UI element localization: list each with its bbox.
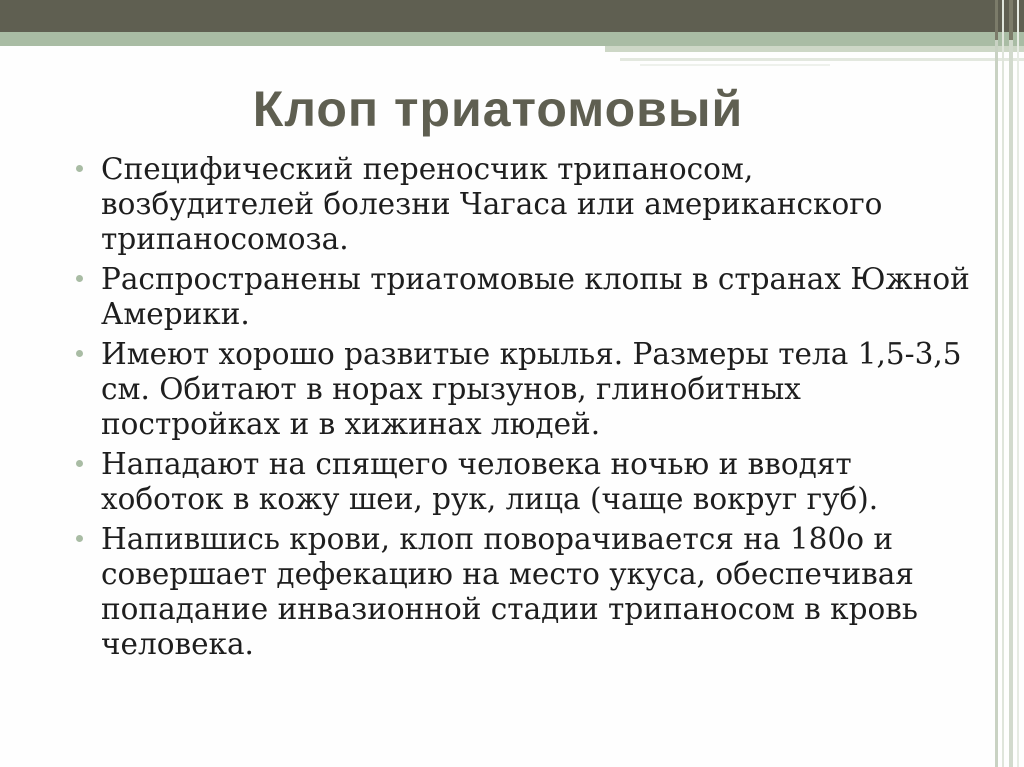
list-item bbox=[73, 522, 973, 662]
bullet-text: Имеют хорошо развитые крылья. Размеры тела 1,5-3,5 см. Обитают в норах грызунов, глинобитных постройках и в хижинах людей. bbox=[101, 337, 962, 441]
list-item bbox=[73, 262, 973, 332]
slide-title: Клоп триатомовый bbox=[252, 81, 744, 137]
bullet-dot-icon bbox=[76, 460, 83, 467]
bullet-text: Нападают на спящего человека ночью и вводят хоботок в кожу шеи, рук, лица (чаще вокруг губ). bbox=[101, 447, 879, 516]
bullet-dot-icon bbox=[76, 165, 83, 172]
bullet-text: Распространены триатомовые клопы в странах Южной Америки. bbox=[101, 262, 970, 331]
corner-stripe bbox=[1009, 0, 1013, 40]
header-accent-line bbox=[620, 58, 1024, 61]
bullet-dot-icon bbox=[76, 535, 83, 542]
bullet-text: Напившись крови, клоп поворачивается на 180о и совершает дефекацию на место укуса, обеспечивая попадание инвазионной стадии трипаносом в кровь человека. bbox=[101, 522, 918, 661]
header-accent-stripe bbox=[605, 46, 1024, 52]
bullet-text: Специфический переносчик трипаносом, возбудителей болезни Чагаса или американского трипаносомоза. bbox=[101, 152, 883, 256]
list-item bbox=[73, 152, 973, 257]
bullet-dot-icon bbox=[76, 350, 83, 357]
header-accent-line-short bbox=[640, 64, 830, 66]
header-band-dark bbox=[0, 0, 1024, 32]
right-edge-stripe bbox=[1002, 0, 1004, 767]
right-edge-stripe bbox=[1009, 0, 1013, 767]
right-edge-stripe bbox=[1017, 0, 1019, 767]
bullet-dot-icon bbox=[76, 275, 83, 282]
list-item bbox=[73, 447, 973, 517]
list-item bbox=[73, 337, 973, 442]
corner-stripe bbox=[995, 0, 998, 40]
header-band-light bbox=[0, 32, 1024, 46]
bullet-list bbox=[73, 152, 973, 667]
